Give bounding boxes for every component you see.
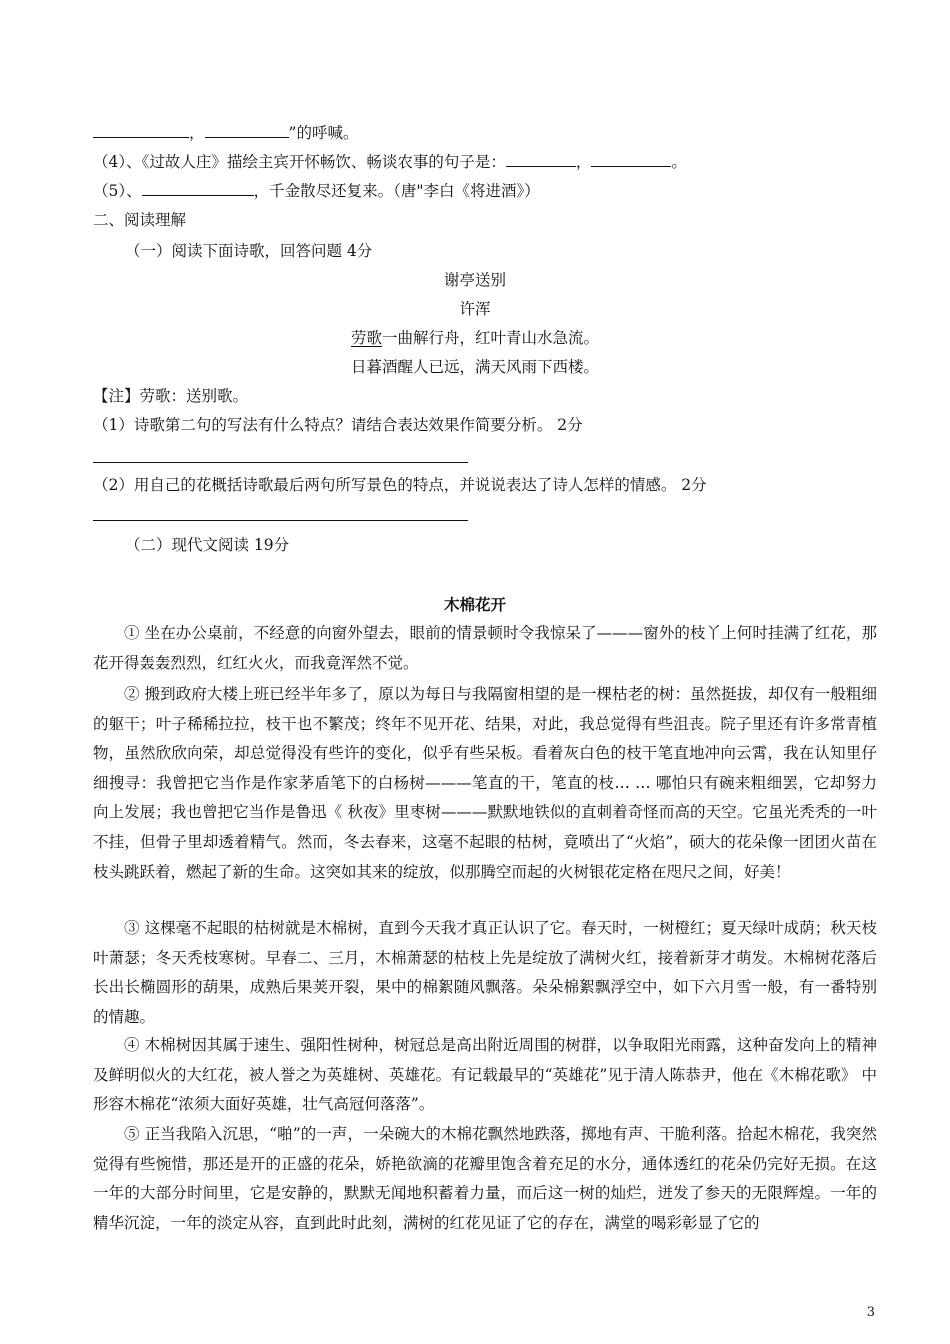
underlined-term: 劳歌: [350, 329, 382, 347]
answer-blank[interactable]: [591, 152, 671, 167]
article-paragraph-4: ④ 木棉树因其属于速生、强阳性树种，树冠总是高出附近周围的树群，以争取阳光雨露，这种奋发向上的精神及鲜明似火的大红花，被人誉之为英雄树、英雄花。有记载最早的“英雄花”见于清人陈恭尹，他在《木棉花歌》 中形容木棉花“浓须大面好英雄，壮气高冠何落落”。: [93, 1036, 877, 1114]
poem-title: 谢亭送别: [443, 271, 506, 289]
part2-heading: （二）现代文阅读 19分: [125, 536, 290, 554]
question-4: （4）、《过故人庄》描绘主宾开怀畅饮、畅谈农事的句子是： ， 。: [93, 153, 687, 171]
answer-line[interactable]: [93, 462, 468, 463]
article-paragraph-3: ③ 这棵毫不起眼的枯树就是木棉树，直到今天我才真正认识了它。春天时，一树橙红；夏天绿叶成荫；秋天枝叶萧瑟；冬天秃枝寒树。早春二、三月，木棉萧瑟的枯枝上先是绽放了满树火红，接着新芽才萌发。木棉树花落后长出长椭圆形的葫果，成熟后果荚开裂，果中的棉絮随风飘落。朵朵棉絮飘浮空中，如下六月雪一般，有一番特别的情趣。: [93, 919, 877, 1026]
answer-line[interactable]: [93, 520, 468, 521]
article-paragraph-2: ② 搬到政府大楼上班已经半年多了，原以为每日与我隔窗相望的是一棵枯老的树：虽然挺拔，却仅有一般粗细的躯干；叶子稀稀拉拉，枝干也不繁茂；终年不见开花、结果，对此，我总觉得有些沮丧。院子里还有许多常青植物，虽然欣欣向荣，却总觉得没有些许的变化，似乎有些呆板。看着灰白色的枝干笔直地冲向云霄，我在认知里仔细搜寻：我曾把它当作是作家茅盾笔下的白杨树———笔直的干，笔直的枝… … 哪怕只有碗来粗细罢，它却努力向上发展；我也曾把它当作是鲁迅《 秋夜》里枣树———默默地铁似的直刺着奇怪而高的天空。它虽光秃秃的一叶不挂，但骨子里却透着精气。然而，冬去春来，这毫不起眼的枯树，竟喷出了“火焰”，硕大的花朵像一团团火苗在枝头跳跃着，燃起了新的生命。这突如其来的绽放，似那腾空而起的火树银花定格在咫尺之间，好美！: [93, 685, 877, 881]
poem-line-1: 劳歌一曲解行舟，红叶青山水急流。: [350, 329, 600, 347]
poem-author: 许浑: [459, 300, 491, 318]
article-paragraph-5: ⑤ 正当我陷入沉思，“啪”的一声，一朵碗大的木棉花飘然地跌落，掷地有声、干脆利落。拾起木棉花，我突然觉得有些惋惜，那还是开的正盛的花朵，娇艳欲滴的花瓣里饱含着充足的水分，通体透红的花朵仍完好无损。在这一年的大部分时间里，它是安静的，默默无闻地积蓄着力量，而后这一树的灿烂，迸发了参天的无限辉煌。一年的精华沉淀，一年的淡定从容，直到此时此刻，满树的红花见证了它的存在，满堂的喝彩彰显了它的: [93, 1125, 877, 1232]
answer-blank[interactable]: [205, 123, 289, 138]
question-2: （2）用自己的花概括诗歌最后两句所写景色的特点，并说说表达了诗人怎样的情感。 2分: [93, 476, 707, 494]
answer-blank[interactable]: [506, 152, 576, 167]
part1-heading: （一）阅读下面诗歌，回答问题 4分: [125, 242, 373, 260]
question-5: （5）、 ，千金散尽还复来。（唐"李白《将进酒》）: [93, 182, 540, 200]
q3-tail-line: ， ”的呼喊。: [93, 122, 358, 144]
answer-blank[interactable]: [142, 181, 254, 196]
poem-note: 【注】劳歌：送别歌。: [93, 387, 249, 405]
question-1: （1）诗歌第二句的写法有什么特点？请结合表达效果作简要分析。 2分: [93, 416, 583, 434]
article-paragraph-1: ① 坐在办公桌前，不经意的向窗外望去，眼前的情景顿时令我惊呆了———窗外的枝丫上何时挂满了红花，那花开得轰轰烈烈，红红火火，而我竟浑然不觉。: [93, 624, 877, 672]
section-heading: 二、阅读理解: [93, 211, 187, 229]
poem-line-2: 日暮酒醒人已远，满天风雨下西楼。: [350, 358, 599, 376]
answer-blank[interactable]: [93, 123, 189, 138]
page-number: 3: [866, 1305, 875, 1320]
article-title: 木棉花开: [443, 596, 506, 614]
